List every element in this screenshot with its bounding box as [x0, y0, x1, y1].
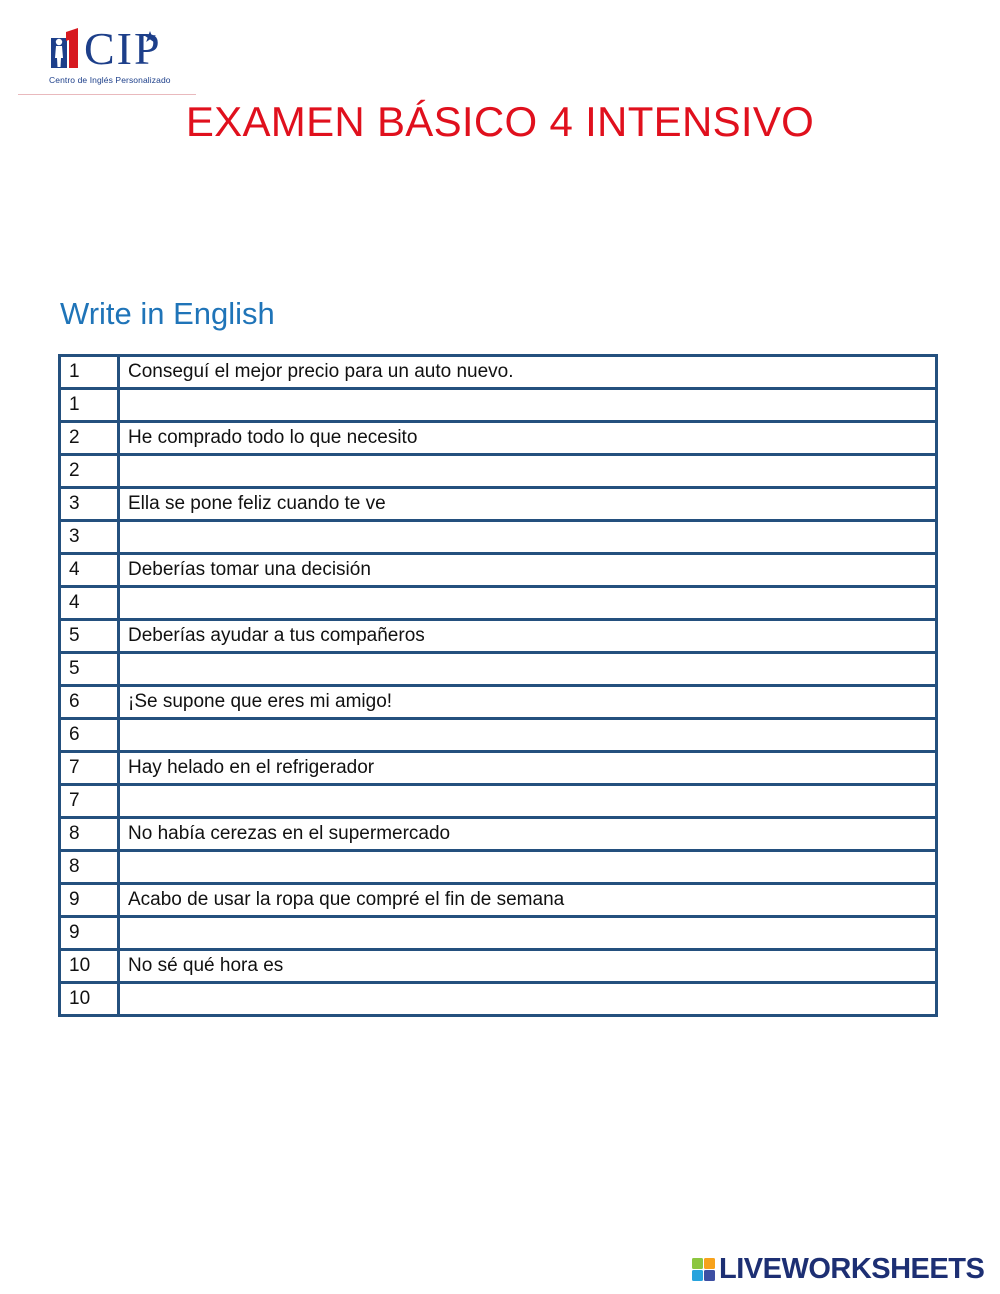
- answer-row: [60, 983, 937, 1016]
- logo-caption: Centro de Inglés Personalizado: [49, 75, 171, 85]
- answer-row: [60, 389, 937, 422]
- answer-field[interactable]: [119, 785, 937, 818]
- logo-divider: [18, 94, 196, 95]
- exercise-table: [58, 354, 938, 1017]
- row-number: 5: [60, 620, 119, 653]
- prompt-row: [60, 422, 937, 455]
- prompt-text: Conseguí el mejor precio para un auto nuevo.: [119, 356, 937, 389]
- prompt-text: No sé qué hora es: [119, 950, 937, 983]
- row-number: 9: [60, 917, 119, 950]
- brand-text: LIVEWORKSHEETS: [719, 1253, 985, 1285]
- prompt-text: Ella se pone feliz cuando te ve: [119, 488, 937, 521]
- row-number: 1: [60, 389, 119, 422]
- cip-logo: [44, 23, 194, 90]
- row-number: 4: [60, 587, 119, 620]
- row-number: 5: [60, 653, 119, 686]
- answer-row: [60, 851, 937, 884]
- row-number: 7: [60, 752, 119, 785]
- answer-field[interactable]: [119, 719, 937, 752]
- row-number: 9: [60, 884, 119, 917]
- page-title: EXAMEN BÁSICO 4 INTENSIVO: [185, 98, 815, 145]
- row-number: 10: [60, 983, 119, 1016]
- answer-row: [60, 521, 937, 554]
- row-number: 1: [60, 356, 119, 389]
- prompt-row: [60, 356, 937, 389]
- row-number: 3: [60, 488, 119, 521]
- logo-text: CIP: [84, 23, 162, 74]
- row-number: 6: [60, 686, 119, 719]
- prompt-row: [60, 686, 937, 719]
- row-number: 8: [60, 818, 119, 851]
- answer-field[interactable]: [119, 653, 937, 686]
- prompt-row: [60, 818, 937, 851]
- answer-row: [60, 917, 937, 950]
- prompt-row: [60, 488, 937, 521]
- answer-row: [60, 587, 937, 620]
- answer-field[interactable]: [119, 851, 937, 884]
- prompt-row: [60, 752, 937, 785]
- instruction-heading: Write in English: [60, 296, 275, 331]
- prompt-row: [60, 620, 937, 653]
- row-number: 3: [60, 521, 119, 554]
- prompt-text: Deberías ayudar a tus compañeros: [119, 620, 937, 653]
- row-number: 7: [60, 785, 119, 818]
- answer-field[interactable]: [119, 917, 937, 950]
- row-number: 4: [60, 554, 119, 587]
- answer-field[interactable]: [119, 587, 937, 620]
- answer-field[interactable]: [119, 983, 937, 1016]
- answer-row: [60, 455, 937, 488]
- answer-row: [60, 719, 937, 752]
- row-number: 2: [60, 455, 119, 488]
- prompt-row: [60, 884, 937, 917]
- answer-field[interactable]: [119, 455, 937, 488]
- row-number: 6: [60, 719, 119, 752]
- row-number: 2: [60, 422, 119, 455]
- prompt-row: [60, 554, 937, 587]
- prompt-text: He comprado todo lo que necesito: [119, 422, 937, 455]
- prompt-text: Hay helado en el refrigerador: [119, 752, 937, 785]
- row-number: 10: [60, 950, 119, 983]
- answer-field[interactable]: [119, 389, 937, 422]
- liveworksheets-brand: [692, 1253, 992, 1285]
- answer-row: [60, 785, 937, 818]
- prompt-text: No había cerezas en el supermercado: [119, 818, 937, 851]
- prompt-row: [60, 950, 937, 983]
- answer-field[interactable]: [119, 521, 937, 554]
- answer-row: [60, 653, 937, 686]
- prompt-text: Deberías tomar una decisión: [119, 554, 937, 587]
- prompt-text: Acabo de usar la ropa que compré el fin de semana: [119, 884, 937, 917]
- row-number: 8: [60, 851, 119, 884]
- prompt-text: ¡Se supone que eres mi amigo!: [119, 686, 937, 719]
- liveworksheets-icon: [692, 1258, 716, 1282]
